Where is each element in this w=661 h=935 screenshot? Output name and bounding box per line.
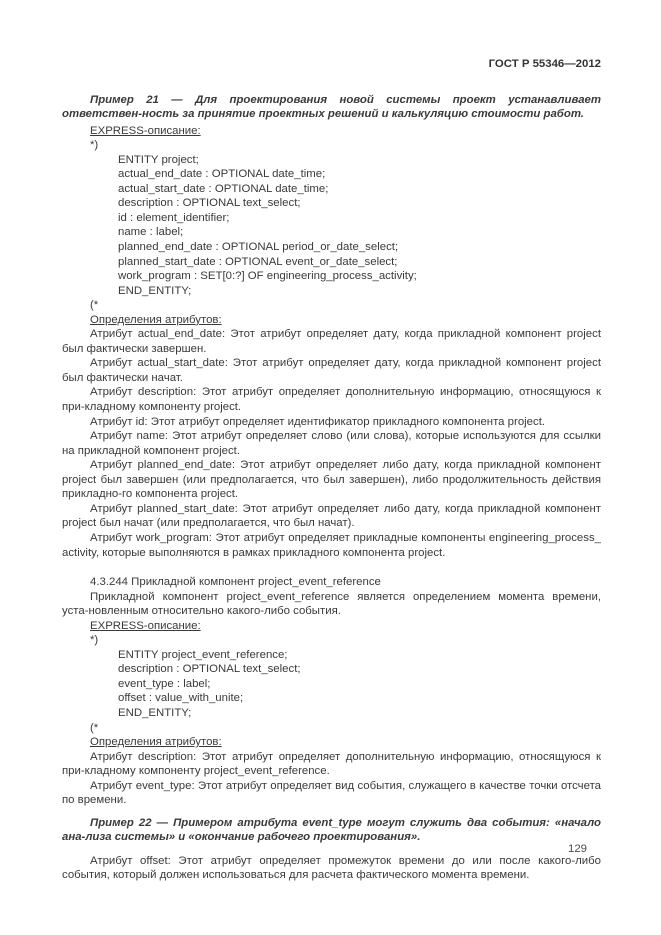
code-line: planned_end_date : OPTIONAL period_or_date_select; — [118, 241, 399, 254]
code-line: ENTITY project; — [118, 153, 199, 166]
attr-definitions-label-1: Определения атрибутов: — [90, 313, 222, 326]
code-line: event_type : label; — [118, 677, 211, 690]
express-close-delimiter-1: (* — [90, 299, 99, 312]
example-22-paragraph: Пример 22 — Примером атрибута event_type могут служить два события: «начало ана-лиза системы» и «окончание рабочего проектирования». — [62, 816, 601, 844]
attr-paragraph-name: Атрибут name: Этот атрибут определяет слово (или слова), которые используются для ссылки на прикладной компонент project. — [62, 430, 601, 457]
express-open-delimiter-2: *) — [90, 634, 99, 647]
code-line: description : OPTIONAL text_select; — [118, 197, 301, 210]
express-code-listing-2 — [62, 648, 601, 721]
code-line: work_program : SET[0:?] OF engineering_process_activity; — [118, 270, 417, 283]
code-line: END_ENTITY; — [118, 284, 192, 297]
example-21-paragraph: Пример 21 — Для проектирования новой системы проект устанавливает ответствен-ность за принятие проектных решений и калькуляцию стоимости работ. — [62, 93, 601, 121]
express-block-2 — [62, 619, 601, 735]
express-close-delimiter-2: (* — [90, 721, 99, 734]
attr-paragraph-planned-start-date: Атрибут planned_start_date: Этот атрибут определяет либо дату, когда прикладной компонент project был начат (или предполагается, что был начат). — [62, 502, 601, 530]
section-intro-paragraph: Прикладной компонент project_event_reference является определением момента времени, уста-новленным относительно какого-либо события. — [62, 590, 601, 618]
express-description-label-1: EXPRESS-описание: — [90, 124, 201, 137]
code-line: offset : value_with_unite; — [118, 692, 244, 705]
section-heading: 4.3.244 Прикладной компонент project_event_reference — [90, 576, 381, 589]
express-open-delimiter-1: *) — [90, 139, 99, 152]
page-header — [62, 57, 601, 72]
code-line: id : element_identifier; — [118, 211, 230, 224]
attr-paragraph-event-type: Атрибут event_type: Этот атрибут определяет вид события, служащего в качестве точки отсчета по времени. — [62, 779, 601, 807]
attribute-definitions-2 — [62, 735, 601, 808]
code-line: actual_end_date : OPTIONAL date_time; — [118, 168, 326, 181]
express-description-label-2: EXPRESS-описание: — [90, 619, 201, 632]
express-block-1 — [62, 124, 601, 313]
code-line: ENTITY project_event_reference; — [118, 648, 288, 661]
attr-paragraph-offset: Атрибут offset: Этот атрибут определяет промежуток времени до или после какого-либо события, который должен использоваться для расчета фактического момента времени. — [62, 854, 601, 882]
attribute-definitions-1 — [62, 313, 601, 560]
code-line: END_ENTITY; — [118, 706, 192, 719]
code-line: name : label; — [118, 226, 184, 239]
attr-paragraph-actual-end-date: Атрибут actual_end_date: Этот атрибут определяет дату, когда прикладной компонент project был фактически завершен. — [62, 328, 601, 355]
code-line: description : OPTIONAL text_select; — [118, 663, 301, 676]
code-line: actual_start_date : OPTIONAL date_time; — [118, 182, 329, 195]
attr-paragraph-description: Атрибут description: Этот атрибут определяет дополнительную информацию, относящуюся к при-кладному компоненту project. — [62, 386, 601, 414]
standard-number: ГОСТ Р 55346—2012 — [488, 58, 601, 70]
attr-definitions-label-2: Определения атрибутов: — [90, 736, 222, 749]
attr-paragraph-planned-end-date: Атрибут planned_end_date: Этот атрибут определяет либо дату, когда прикладной компонент project был завершен (или предполагается, что был завершен), либо продолжительность действия прикладно-го компонента project. — [62, 459, 601, 501]
code-line: planned_start_date : OPTIONAL event_or_date_select; — [118, 255, 398, 268]
section-4-3-244 — [62, 575, 601, 619]
attr-paragraph-description-2: Атрибут description: Этот атрибут определяет дополнительную информацию, относящуюся к при-кладному компоненту project_event_reference. — [62, 750, 601, 778]
attr-paragraph-id: Атрибут id: Этот атрибут определяет идентификатор прикладного компонента project. — [90, 415, 546, 428]
attr-paragraph-actual-start-date: Атрибут actual_start_date: Этот атрибут определяет дату, когда прикладной компонент project был фактически начат. — [62, 357, 601, 384]
attr-paragraph-work-program: Атрибут work_program: Этот атрибут определяет прикладные компоненты engineering_process_ activity, которые выполняются в рамках прикладного компонента project. — [62, 531, 601, 559]
page-number: 129 — [567, 843, 587, 855]
express-code-listing-1 — [62, 153, 601, 298]
